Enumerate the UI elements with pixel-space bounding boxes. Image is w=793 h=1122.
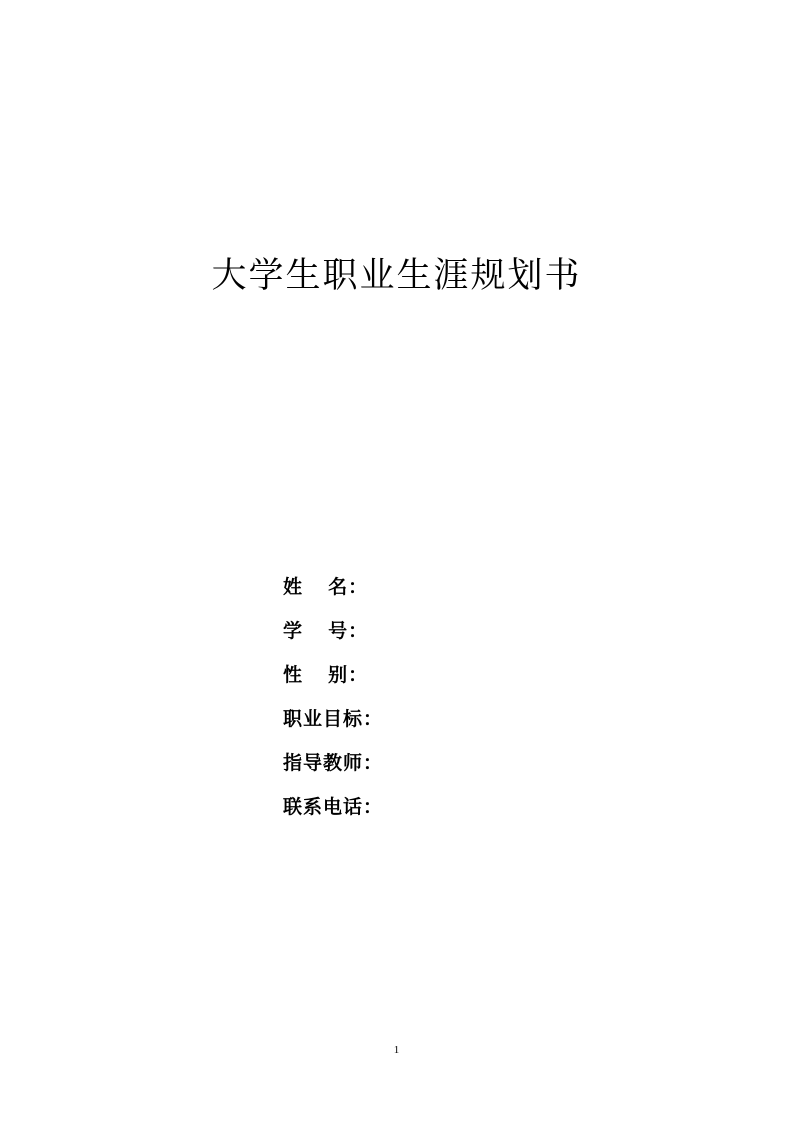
list-item <box>283 660 583 704</box>
list-item <box>283 748 583 792</box>
list-item <box>283 704 583 748</box>
field-label-advisor: 指导教师： <box>283 753 384 774</box>
list-item <box>283 792 583 836</box>
list-item <box>283 572 583 616</box>
field-label-name: 姓 名： <box>283 577 369 598</box>
field-label-career-goal: 职业目标： <box>283 709 384 730</box>
field-label-student-id: 学 号： <box>283 621 369 642</box>
cover-field-list <box>283 572 583 836</box>
list-item <box>283 616 583 660</box>
field-label-gender: 性 别： <box>283 665 369 686</box>
field-label-phone: 联系电话： <box>283 797 384 818</box>
page-number: 1 <box>393 1044 400 1056</box>
page-title: 大学生职业生涯规划书 <box>211 256 582 295</box>
